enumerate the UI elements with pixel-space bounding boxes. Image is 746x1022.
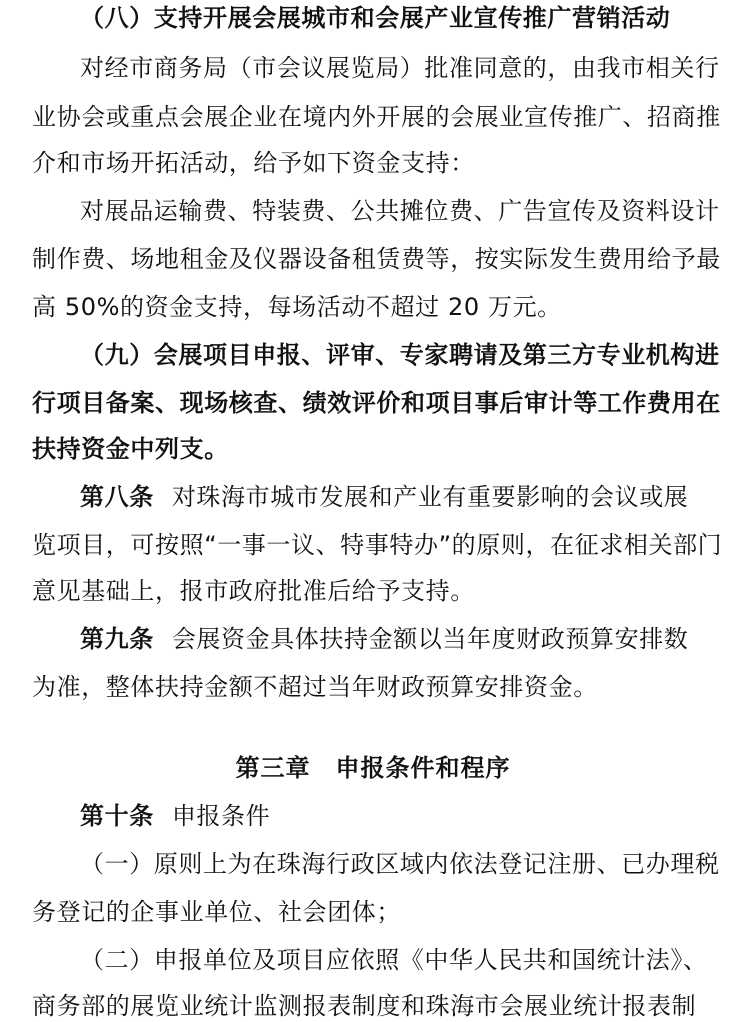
section-8-support-line: 制作费、场地租金及仪器设备租赁费等，按实际发生费用给予最 — [32, 245, 721, 273]
article-8-line: 览项目，可按照“一事一议、特事特办”的原则，在征求相关部门 — [32, 531, 723, 559]
article-9-text: 会展资金具体扶持金额以当年度财政预算安排数 — [171, 625, 689, 653]
condition-1-line: 务登记的企事业单位、社会团体； — [32, 898, 401, 926]
article-9-label: 第九条 — [80, 625, 154, 653]
article-8-label: 第八条 — [80, 483, 154, 511]
article-8-text: 对珠海市城市发展和产业有重要影响的会议或展 — [171, 483, 689, 511]
section-8-support-line: 对展品运输费、特装费、公共摊位费、广告宣传及资料设计 — [80, 197, 720, 225]
article-9-line — [80, 623, 746, 655]
chapter-3-heading: 第三章 申报条件和程序 — [235, 754, 511, 782]
section-8-support-line: 高 50%的资金支持，每场活动不超过 20 万元。 — [32, 293, 562, 321]
condition-2-line: （二）申报单位及项目应依照《中华人民共和国统计法》、 — [80, 946, 708, 974]
article-8-line: 意见基础上，报市政府批准后给予支持。 — [32, 577, 475, 605]
section-8-body-line: 业协会或重点会展企业在境内外开展的会展业宣传推广、招商推 — [32, 103, 721, 131]
condition-1-line: （一）原则上为在珠海行政区域内依法登记注册、已办理税 — [80, 850, 720, 878]
section-9-line: 行项目备案、现场核查、绩效评价和项目事后审计等工作费用在 — [32, 389, 721, 417]
section-8-body-line: 对经市商务局（市会议展览局）批准同意的，由我市相关行 — [80, 54, 720, 82]
article-8-line — [80, 481, 746, 513]
section-8-title: （八）支持开展会展城市和会展产业宣传推广营销活动 — [80, 4, 671, 32]
section-9-line: （九）会展项目申报、评审、专家聘请及第三方专业机构进 — [80, 341, 720, 369]
article-10-label: 第十条 — [80, 802, 154, 830]
section-9-line: 扶持资金中列支。 — [32, 435, 229, 463]
condition-2-line: 商务部的展览业统计监测报表制度和珠海市会展业统计报表制 — [32, 992, 697, 1020]
article-10-text: 申报条件 — [171, 802, 271, 830]
article-10-line — [80, 800, 746, 832]
section-8-body-line: 介和市场开拓活动，给予如下资金支持： — [32, 149, 475, 177]
article-9-line: 为准，整体扶持金额不超过当年财政预算安排资金。 — [32, 673, 598, 701]
